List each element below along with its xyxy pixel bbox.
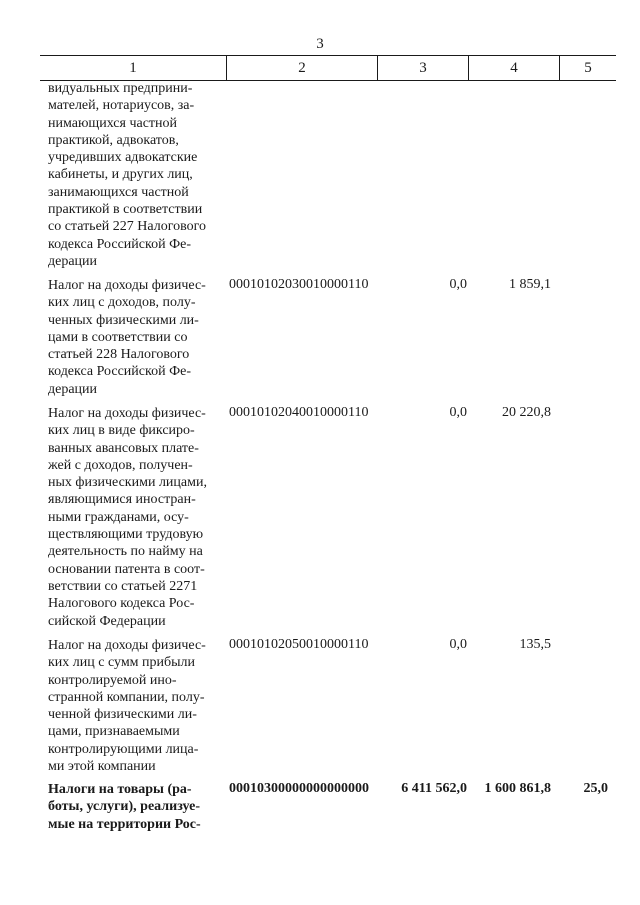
page-number: 3 bbox=[316, 36, 324, 52]
row-actual-value: 1 600 861,8 bbox=[484, 781, 551, 796]
row-description: Налоги на товары (ра- боты, услуги), реализуе- мые на территории Рос- bbox=[48, 782, 201, 832]
row-actual-value: 20 220,8 bbox=[502, 405, 551, 420]
row-percent-value: 25,0 bbox=[583, 781, 608, 796]
column-header-1: 1 bbox=[129, 60, 137, 76]
row-planned-value: 0,0 bbox=[449, 637, 467, 652]
row-planned-value: 0,0 bbox=[449, 405, 467, 420]
row-budget-code: 00010102050010000110 bbox=[229, 637, 369, 652]
row-actual-value: 1 859,1 bbox=[509, 277, 551, 292]
column-header-5: 5 bbox=[584, 60, 592, 76]
row-actual-value: 135,5 bbox=[519, 637, 551, 652]
row-description: Налог на доходы физичес- ких лиц с сумм прибыли контролируемой ино- странной компании, полу- ченной физическими ли- цами, признаваемыми контролирующими лица- ми этой компании bbox=[48, 638, 206, 775]
row-budget-code: 00010300000000000000 bbox=[229, 781, 369, 796]
row-description: Налог на доходы физичес- ких лиц в виде фиксиро- ванных авансовых плате- жей с доходов, получен- ных физическими лицами, являющимися иностран- ными гражданами, осу- ществляющими трудовую деятельность по найму на основании патента в соот- ветствии со статьей 2271 Налогового кодекса Рос- сийской Федерации bbox=[48, 406, 207, 629]
column-header-2: 2 bbox=[298, 60, 306, 76]
row-planned-value: 0,0 bbox=[449, 277, 467, 292]
row-description: Налог на доходы физичес- ких лиц с доходов, полу- ченных физическими ли- цами в соответствии со статьей 228 Налогового кодекса Российской Фе- дерации bbox=[48, 278, 206, 397]
row-budget-code: 00010102040010000110 bbox=[229, 405, 369, 420]
row-description: видуальных предприни- мателей, нотариусов, за- нимающихся частной практикой, адвокатов, учредивших адвокатские кабинеты, и других лиц, занимающихся частной практикой в соответствии со статьей 227 Налогового кодекса Российской Фе- дерации bbox=[48, 81, 207, 269]
row-budget-code: 00010102030010000110 bbox=[229, 277, 369, 292]
row-planned-value: 6 411 562,0 bbox=[401, 781, 467, 796]
column-header-4: 4 bbox=[510, 60, 518, 76]
table-column-header bbox=[40, 55, 616, 81]
column-header-3: 3 bbox=[419, 60, 427, 76]
